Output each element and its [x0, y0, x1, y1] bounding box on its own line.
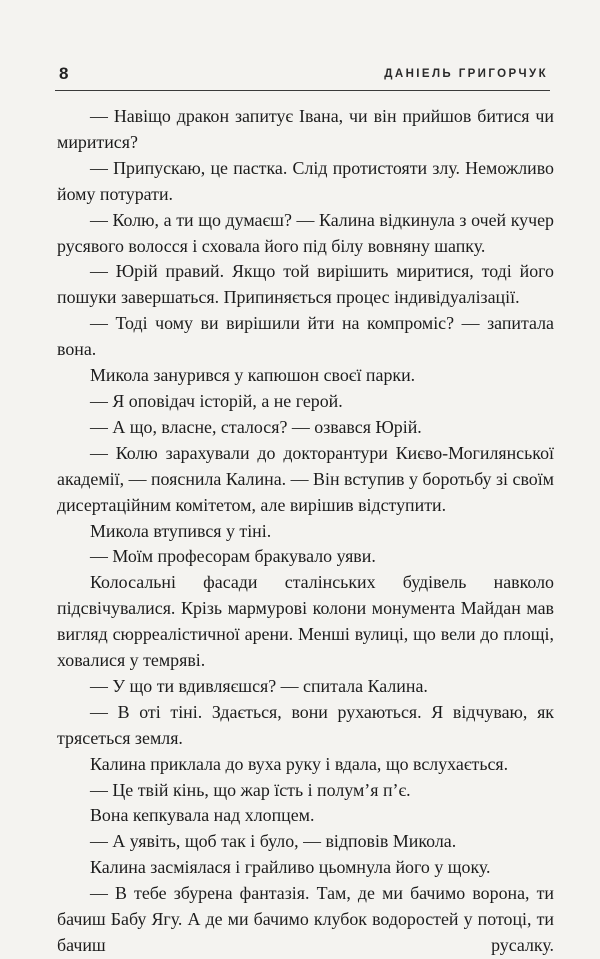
paragraph: Калина приклала до вуха руку і вдала, що вслухається.	[90, 753, 509, 774]
paragraph: Калина засміялася і грайливо цьомнула його у щоку.	[90, 857, 491, 878]
paragraph: — Юрій правий. Якщо той вирішить миритися, тоді його пошуки завершаться. Припиняється процес індивідуалізації.	[57, 261, 554, 308]
paragraph: — Тоді чому ви вирішили йти на компроміс? — запитала вона.	[57, 313, 554, 360]
author-running-head: ДАНІЕЛЬ ГРИГОРЧУК	[384, 68, 548, 80]
paragraph: Микола занурився у капюшон своєї парки.	[90, 365, 416, 386]
paragraph: — Моїм професорам бракувало уяви.	[90, 546, 376, 567]
paragraph: Вона кепкувала над хлопцем.	[90, 805, 315, 826]
paragraph: — Я оповідач історій, а не герой.	[90, 390, 343, 411]
paragraph: — Навіщо дракон запитує Івана, чи він прийшов битися чи миритися?	[57, 106, 554, 152]
paragraph: — У що ти вдивляєшся? — спитала Калина.	[90, 675, 428, 696]
paragraph: Колосальні фасади сталінських будівель навколо підсвічувалися. Крізь мармурові колони монумента Майдан мав вигляд сюрреалістичної арени. Менші вулиці, що вели до площі, ховалися у темряві.	[57, 572, 554, 671]
paragraph: — Це твій кінь, що жар їсть і полум’я п’є.	[90, 779, 411, 800]
paragraph: Микола втупився у тіні.	[90, 520, 272, 541]
paragraph: — А що, власне, сталося? — озвався Юрій.	[90, 416, 422, 437]
paragraph: — Колю зарахували до докторантури Києво-Могилянської академії, — пояснила Калина. — Він вступив у боротьбу зі своїм дисертаційним комітетом, але вирішив відступити.	[57, 442, 554, 515]
running-header	[55, 60, 550, 91]
paragraph: — Припускаю, це пастка. Слід протистояти злу. Неможливо йому потурати.	[57, 157, 554, 204]
page-body-text	[57, 104, 554, 959]
paragraph: — В оті тіні. Здається, вони рухаються. Я відчуваю, як трясеться земля.	[57, 701, 554, 748]
page-number: 8	[59, 64, 69, 83]
paragraph: — В тебе збурена фантазія. Там, де ми бачимо ворона, ти бачиш Бабу Ягу. А де ми бачимо клубок водоростей у потоці, ти бачиш русалку.	[57, 883, 554, 955]
paragraph: — А уявіть, щоб так і було, — відповів Микола.	[90, 831, 457, 852]
paragraph: — Колю, а ти що думаєш? — Калина відкинула з очей кучер русявого волосся і сховала його під білу вовняну шапку.	[57, 209, 554, 256]
